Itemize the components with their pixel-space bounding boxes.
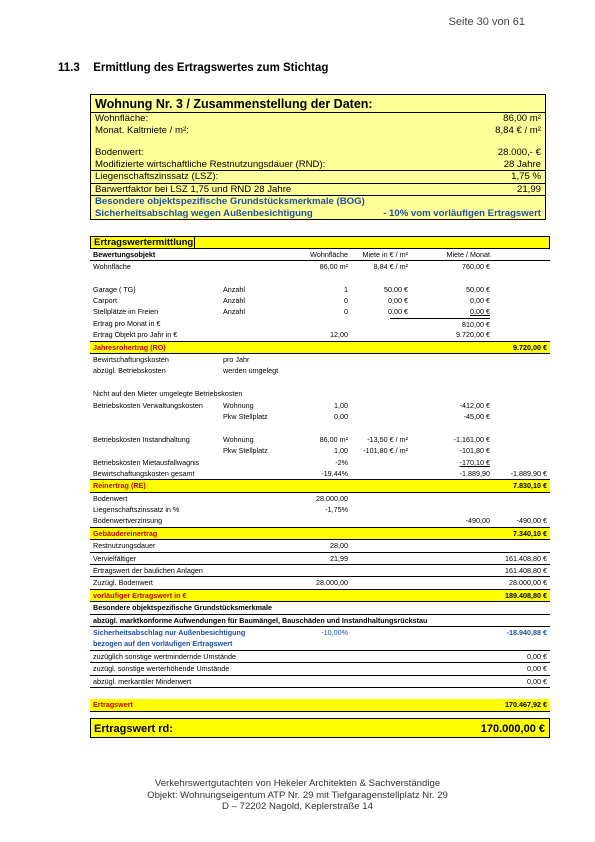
summary-label: Wohnfläche: (95, 113, 149, 124)
cell-value: 12,00 (330, 330, 348, 340)
table-row-vorlaeufig (90, 590, 550, 602)
table-row (90, 400, 550, 411)
cell-value: -101,80 € (459, 446, 490, 456)
cell-value: 0 (344, 307, 348, 317)
table-row (90, 354, 550, 365)
table-row (90, 365, 550, 376)
summary-label: Liegenschaftszinssatz (LSZ): (95, 171, 219, 182)
cell-unit: Anzahl (223, 284, 245, 294)
cell-label: Ertrag Objekt pro Jahr in € (93, 330, 178, 340)
cell-total: 9.720,00 € (513, 342, 547, 352)
table-row (90, 540, 550, 552)
cell-value: -10,00% (321, 628, 348, 637)
cell-value: 0 (344, 296, 348, 306)
summary-label: Sicherheitsabschlag wegen Außenbesichtigung (95, 207, 313, 219)
summary-value: - 10% vom vorläufigen Ertragswert (383, 207, 541, 219)
cell-value: 0,00 € (388, 296, 408, 306)
cell-value: -19,44% (321, 468, 348, 478)
table-row (90, 445, 550, 456)
table-row-rohertrag (90, 341, 550, 354)
cell-total: 161.408,80 € (505, 553, 547, 563)
cell-value: -1,75% (325, 505, 348, 515)
summary-spacer (91, 136, 545, 147)
table-title: Ertragswertermittlung (94, 237, 194, 248)
section-title: Ermittlung des Ertragswertes zum Stichtag (93, 62, 329, 74)
cell-value: -13,50 € / m² (367, 434, 408, 444)
table-row (90, 615, 550, 627)
cell-value: -101,80 € / m² (363, 446, 408, 456)
cell-value: 1 (344, 284, 348, 294)
cell-value: 1,00 (334, 400, 348, 410)
cell-label: Nicht auf den Mieter umgelegte Betriebskosten (93, 389, 243, 399)
cell-label: Ertragswert der baulichen Anlagen (93, 566, 203, 576)
table-row (90, 284, 550, 295)
cell-value: 0,00 € (470, 307, 490, 317)
table-spacer (90, 377, 550, 388)
table-row (90, 388, 550, 399)
cell-value: -170,10 € (459, 457, 490, 467)
cell-label: Reinertrag (RE) (93, 481, 146, 491)
cell-label: zuzüglich sonstige wertmindernde Umstände (93, 651, 237, 661)
cell-value: 760,00 € (462, 261, 490, 271)
table-row (90, 434, 550, 445)
table-row (90, 651, 550, 663)
cell-value: -45,00 € (463, 411, 490, 421)
table-row (90, 676, 550, 688)
cell-unit: Anzahl (223, 307, 245, 317)
cell-label: Betriebskosten Verwaltungskosten (93, 400, 203, 410)
table-row (90, 411, 550, 422)
cell-label: Betriebskosten Instandhaltung (93, 434, 190, 444)
cell-total: -1.889,90 € (510, 468, 547, 478)
table-row (90, 493, 550, 504)
table-row (90, 663, 550, 675)
cell-total: -18.940,88 € (506, 628, 547, 637)
summary-row (91, 113, 545, 125)
cell-value: 21,99 (330, 553, 348, 563)
summary-title: Wohnung Nr. 3 / Zusammenstellung der Daten: (91, 95, 545, 113)
cell-label: Jahresrohertrag (RO) (93, 342, 166, 352)
cell-value: 810,00 € (390, 318, 490, 330)
cell-label: abzügl. Betriebskosten (93, 366, 166, 376)
summary-label: Modifizierte wirtschaftliche Restnutzungsdauer (RND): (95, 158, 326, 170)
table-row-gebaeudereinertrag (90, 528, 550, 540)
cell-value: 0,00 € (388, 307, 408, 317)
table-row (90, 577, 550, 589)
footer-line: Verkehrswertgutachten von Hekeler Architekten & Sachverständige (154, 778, 441, 789)
table-row-reinertrag (90, 480, 550, 492)
cell-label: Ertrag pro Monat in € (93, 318, 161, 328)
summary-value: 8,84 € / m² (495, 124, 541, 136)
cell-value: -1.161,00 € (453, 434, 490, 444)
title-divider (194, 237, 195, 248)
cell-value: -412,00 € (459, 400, 490, 410)
summary-row (91, 147, 545, 159)
ertragswert-table (90, 236, 550, 738)
cell-label: Zuzügl. Bodenwert (93, 578, 153, 588)
cell-value: 9.720,00 € (456, 330, 490, 340)
table-row (90, 306, 550, 317)
cell-label: Wohnfläche (93, 261, 131, 271)
cell-label: Vervielfältiger (93, 553, 137, 563)
cell-label: Stellplätze im Freien (93, 307, 159, 317)
table-row (90, 504, 550, 515)
cell-value: -1.889,90 (459, 468, 490, 478)
table-header-row (90, 249, 550, 261)
header-objekt: Bewertungsobjekt (93, 249, 156, 259)
cell-total: 170.000,00 € (480, 722, 545, 735)
summary-value: 28.000,- € (497, 147, 541, 158)
summary-value: 21,99 (516, 183, 541, 195)
cell-total: 189.408,80 € (505, 590, 547, 600)
footer-line: D – 72202 Nagold, Keplerstraße 14 (222, 801, 373, 813)
cell-label: Bewirtschaftungskosten (93, 355, 169, 365)
cell-total: 170.467,92 € (505, 700, 547, 710)
cell-label: Besondere objektspezifische Grundstücksmerkmale (93, 603, 272, 613)
cell-total: 7.830,10 € (513, 481, 547, 491)
cell-unit: werden umgelegt (223, 366, 279, 376)
cell-total: 0,00 € (527, 664, 547, 674)
cell-value: -490,00 (465, 516, 490, 526)
cell-value: 28.000,00 (316, 578, 348, 588)
cell-label: vorläufiger Ertragswert in € (93, 590, 187, 600)
cell-label: abzügl. marktkonforme Aufwendungen für Baumängel, Bauschäden und Instandhaltungsrückstau (93, 615, 428, 625)
cell-label: Carport (93, 296, 117, 306)
data-summary-box (90, 94, 546, 220)
table-row (90, 565, 550, 577)
cell-label: bezogen auf den vorläufigen Ertragswert (93, 639, 233, 649)
table-spacer (90, 688, 550, 699)
cell-label: abzügl. merkantiler Minderwert (93, 676, 192, 686)
cell-value: 50,00 € (466, 284, 490, 294)
cell-unit: pro Jahr (223, 355, 250, 365)
table-row (90, 515, 550, 527)
table-row (90, 468, 550, 480)
summary-row (91, 125, 545, 137)
cell-label: Restnutzungsdauer (93, 541, 156, 551)
cell-label: Garage ( TG) (93, 284, 136, 294)
cell-value: 0,00 € (470, 296, 490, 306)
cell-unit: Pkw Stellplatz (223, 411, 268, 421)
cell-value: -2% (335, 457, 348, 467)
summary-label: Bodenwert: (95, 147, 144, 158)
cell-label: Sicherheitsabschlag nur Außenbesichtigung (93, 628, 246, 637)
cell-value: 1,00 (334, 446, 348, 456)
table-row (90, 329, 550, 340)
cell-value: 0,00 (334, 411, 348, 421)
cell-total: -490,00 € (516, 516, 547, 526)
page-footer (0, 778, 595, 813)
summary-row (91, 159, 545, 172)
summary-value: 86,00 m² (503, 113, 541, 124)
cell-value: 28.000,00 (316, 493, 348, 503)
section-number: 11.3 (58, 62, 80, 74)
cell-label: Ertragswert (93, 700, 133, 710)
cell-label: Liegenschaftszinssatz in % (93, 505, 180, 515)
cell-total: 28.000,00 € (509, 578, 547, 588)
table-spacer (90, 422, 550, 433)
table-row-sicherheitsabschlag (90, 627, 550, 638)
summary-row (91, 184, 545, 197)
header-miete-monat: Miete / Monat (446, 249, 490, 259)
table-row-ertragswert-rd (90, 718, 550, 738)
footer-line: Objekt: Wohnungseigentum ATP Nr. 29 mit Tiefgaragenstellplatz Nr. 29 (147, 789, 448, 801)
summary-row (91, 171, 545, 184)
table-row (90, 457, 550, 468)
cell-unit: Wohnung (223, 400, 254, 410)
cell-unit: Anzahl (223, 296, 245, 306)
cell-value: 8,84 € / m² (373, 261, 408, 271)
table-row (90, 261, 550, 272)
cell-label: Bewirtschaftungskosten gesamt (93, 468, 195, 478)
cell-total: 0,00 € (527, 676, 547, 686)
summary-row-bog (91, 196, 545, 208)
cell-value: 50,00 € (384, 284, 408, 294)
cell-value: 86,00 m² (319, 261, 348, 271)
table-spacer (90, 272, 550, 283)
cell-value: 28,00 (330, 541, 348, 551)
cell-label: Betriebskosten Mietausfallwagnis (93, 457, 200, 467)
cell-label: Bodenwertverzinsung (93, 516, 163, 526)
table-row-ertragswert (90, 699, 550, 711)
summary-value: 1,75 % (511, 171, 541, 182)
table-row (90, 318, 550, 329)
summary-label: Monat. Kaltmiete / m²: (95, 124, 189, 136)
cell-total: 7.340,10 € (513, 528, 547, 538)
summary-label: Barwertfaktor bei LSZ 1,75 und RND 28 Jahre (95, 183, 292, 195)
cell-value: 86,00 m² (319, 434, 348, 444)
summary-row-abschlag (91, 208, 545, 220)
table-row (90, 602, 550, 614)
section-heading (58, 62, 328, 74)
table-row (90, 553, 550, 565)
cell-label: Gebäudereinertrag (93, 528, 158, 538)
summary-value: 28 Jahre (503, 158, 541, 170)
cell-unit: Wohnung (223, 434, 254, 444)
header-flaeche: Wohnfläche (310, 249, 348, 259)
header-miete-m2: Miete in € / m² (362, 249, 408, 259)
page-number: Seite 30 von 61 (448, 16, 525, 28)
cell-label: Ertragswert rd: (94, 722, 173, 735)
cell-total: 0,00 € (527, 651, 547, 661)
table-title-row (90, 236, 550, 249)
cell-label: Bodenwert (93, 493, 128, 503)
summary-label: Besondere objektspezifische Grundstücksmerkmale (BOG) (95, 196, 365, 207)
cell-unit: Pkw Stellplatz (223, 446, 268, 456)
table-row (90, 295, 550, 306)
cell-label: zuzügl. sonstige werterhöhende Umstände (93, 664, 230, 674)
cell-total: 161.408,80 € (505, 566, 547, 576)
table-row (90, 638, 550, 650)
